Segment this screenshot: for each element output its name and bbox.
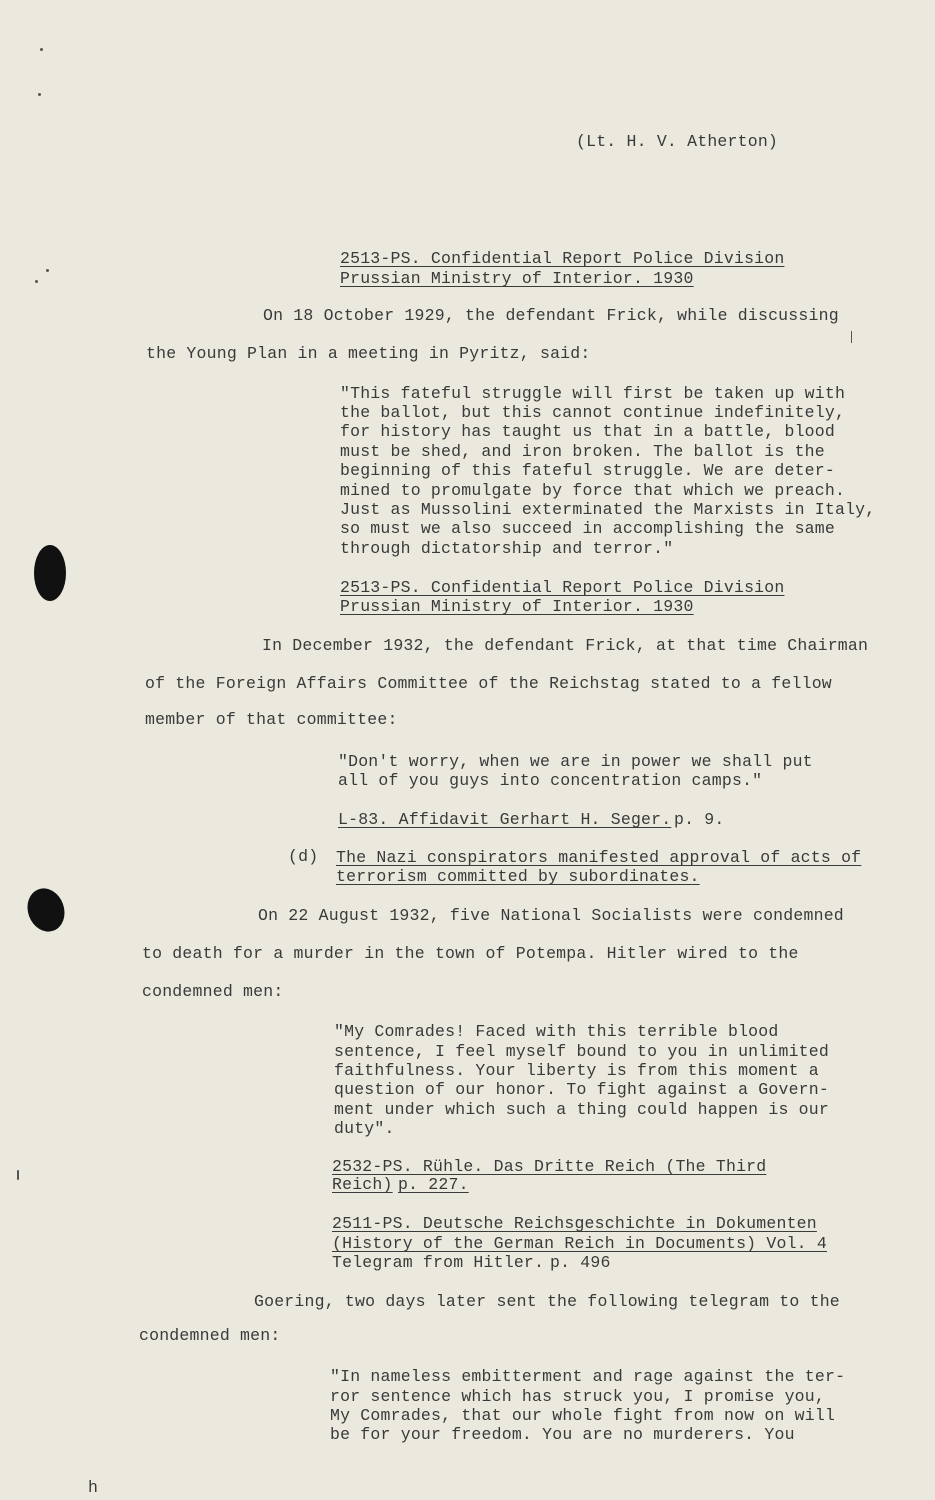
citation-5-line-2: (History of the German Reich in Documents) Vol. 4 — [332, 1234, 827, 1253]
quote-4-line: be for your freedom. You are no murderers. You — [330, 1425, 795, 1444]
quote-1-line: must be shed, and iron broken. The ballot is the — [340, 442, 825, 461]
paragraph-2-line: of the Foreign Affairs Committee of the Reichstag stated to a fellow — [145, 674, 832, 693]
citation-4-line-2: Reich) — [332, 1175, 393, 1194]
citation-1-line-2: Prussian Ministry of Interior. 1930 — [340, 269, 694, 288]
paragraph-3-line: to death for a murder in the town of Potempa. Hitler wired to the — [142, 944, 799, 963]
citation-4-reference: 2532-PS. Rühle. Das Dritte Reich (The Third — [332, 1157, 767, 1176]
section-d-heading-line-2: terrorism committed by subordinates. — [336, 867, 700, 886]
section-d-heading-line-1: The Nazi conspirators manifested approval of acts of — [336, 848, 862, 867]
quote-4-line: My Comrades, that our whole fight from now on will — [330, 1406, 836, 1425]
margin-speck — [40, 48, 43, 51]
paragraph-1-line-1: On 18 October 1929, the defendant Frick, while discussing — [263, 306, 839, 325]
quote-1-line: beginning of this fateful struggle. We are deter- — [340, 461, 835, 480]
citation-2-line-1: 2513-PS. Confidential Report Police Division — [340, 578, 785, 597]
punch-hole-top — [34, 545, 66, 601]
paragraph-4-line: condemned men: — [139, 1326, 281, 1345]
margin-speck — [851, 331, 852, 343]
footer-mark: h — [88, 1478, 99, 1497]
paragraph-3-line: condemned men: — [142, 982, 284, 1001]
margin-speck — [35, 280, 38, 283]
citation-4-page: p. 227. — [398, 1175, 469, 1194]
quote-2-line: "Don't worry, when we are in power we shall put — [338, 752, 813, 771]
quote-1-line: mined to promulgate by force that which we preach. — [340, 481, 846, 500]
paragraph-2-line: member of that committee: — [145, 710, 398, 729]
quote-4-line: "In nameless embitterment and rage against the ter- — [330, 1367, 846, 1386]
paragraph-1-line-2: the Young Plan in a meeting in Pyritz, said: — [146, 344, 591, 363]
quote-3-line: question of our honor. To fight against a Govern- — [334, 1080, 829, 1099]
quote-1-line: so must we also succeed in accomplishing the same — [340, 519, 835, 538]
section-d-label: (d) — [288, 847, 319, 866]
paragraph-2-line: In December 1932, the defendant Frick, at that time Chairman — [262, 636, 869, 655]
quote-2-line: all of you guys into concentration camps." — [338, 771, 763, 790]
margin-speck — [46, 269, 49, 272]
margin-speck — [17, 1170, 19, 1180]
citation-1-line-1: 2513-PS. Confidential Report Police Division — [340, 249, 785, 268]
quote-1-line: Just as Mussolini exterminated the Marxists in Italy, — [340, 500, 876, 519]
margin-speck — [38, 93, 41, 96]
attribution: (Lt. H. V. Atherton) — [576, 132, 779, 151]
citation-3-reference: L-83. Affidavit Gerhart H. Seger. — [338, 810, 672, 829]
quote-3-line: duty". — [334, 1119, 395, 1138]
quote-3-line: sentence, I feel myself bound to you in unlimited — [334, 1042, 829, 1061]
quote-3-line: "My Comrades! Faced with this terrible blood — [334, 1022, 779, 1041]
quote-1-line: for history has taught us that in a battle, blood — [340, 422, 835, 441]
quote-1-line: "This fateful struggle will first be taken up with — [340, 384, 846, 403]
quote-1-line: through dictatorship and terror." — [340, 539, 674, 558]
quote-1-line: the ballot, but this cannot continue indefinitely, — [340, 403, 846, 422]
quote-3-line: faithfulness. Your liberty is from this moment a — [334, 1061, 819, 1080]
citation-5-page: p. 496 — [550, 1253, 611, 1272]
citation-5-line-3: Telegram from Hitler. — [332, 1253, 545, 1272]
citation-5-line-1: 2511-PS. Deutsche Reichsgeschichte in Dokumenten — [332, 1214, 817, 1233]
punch-hole-middle — [22, 883, 71, 937]
citation-3-page: p. 9. — [674, 810, 725, 829]
quote-4-line: ror sentence which has struck you, I promise you, — [330, 1387, 825, 1406]
quote-3-line: ment under which such a thing could happen is our — [334, 1100, 829, 1119]
paragraph-3-line: On 22 August 1932, five National Socialists were condemned — [258, 906, 844, 925]
paragraph-4-line: Goering, two days later sent the following telegram to the — [254, 1292, 840, 1311]
citation-2-line-2: Prussian Ministry of Interior. 1930 — [340, 597, 694, 616]
